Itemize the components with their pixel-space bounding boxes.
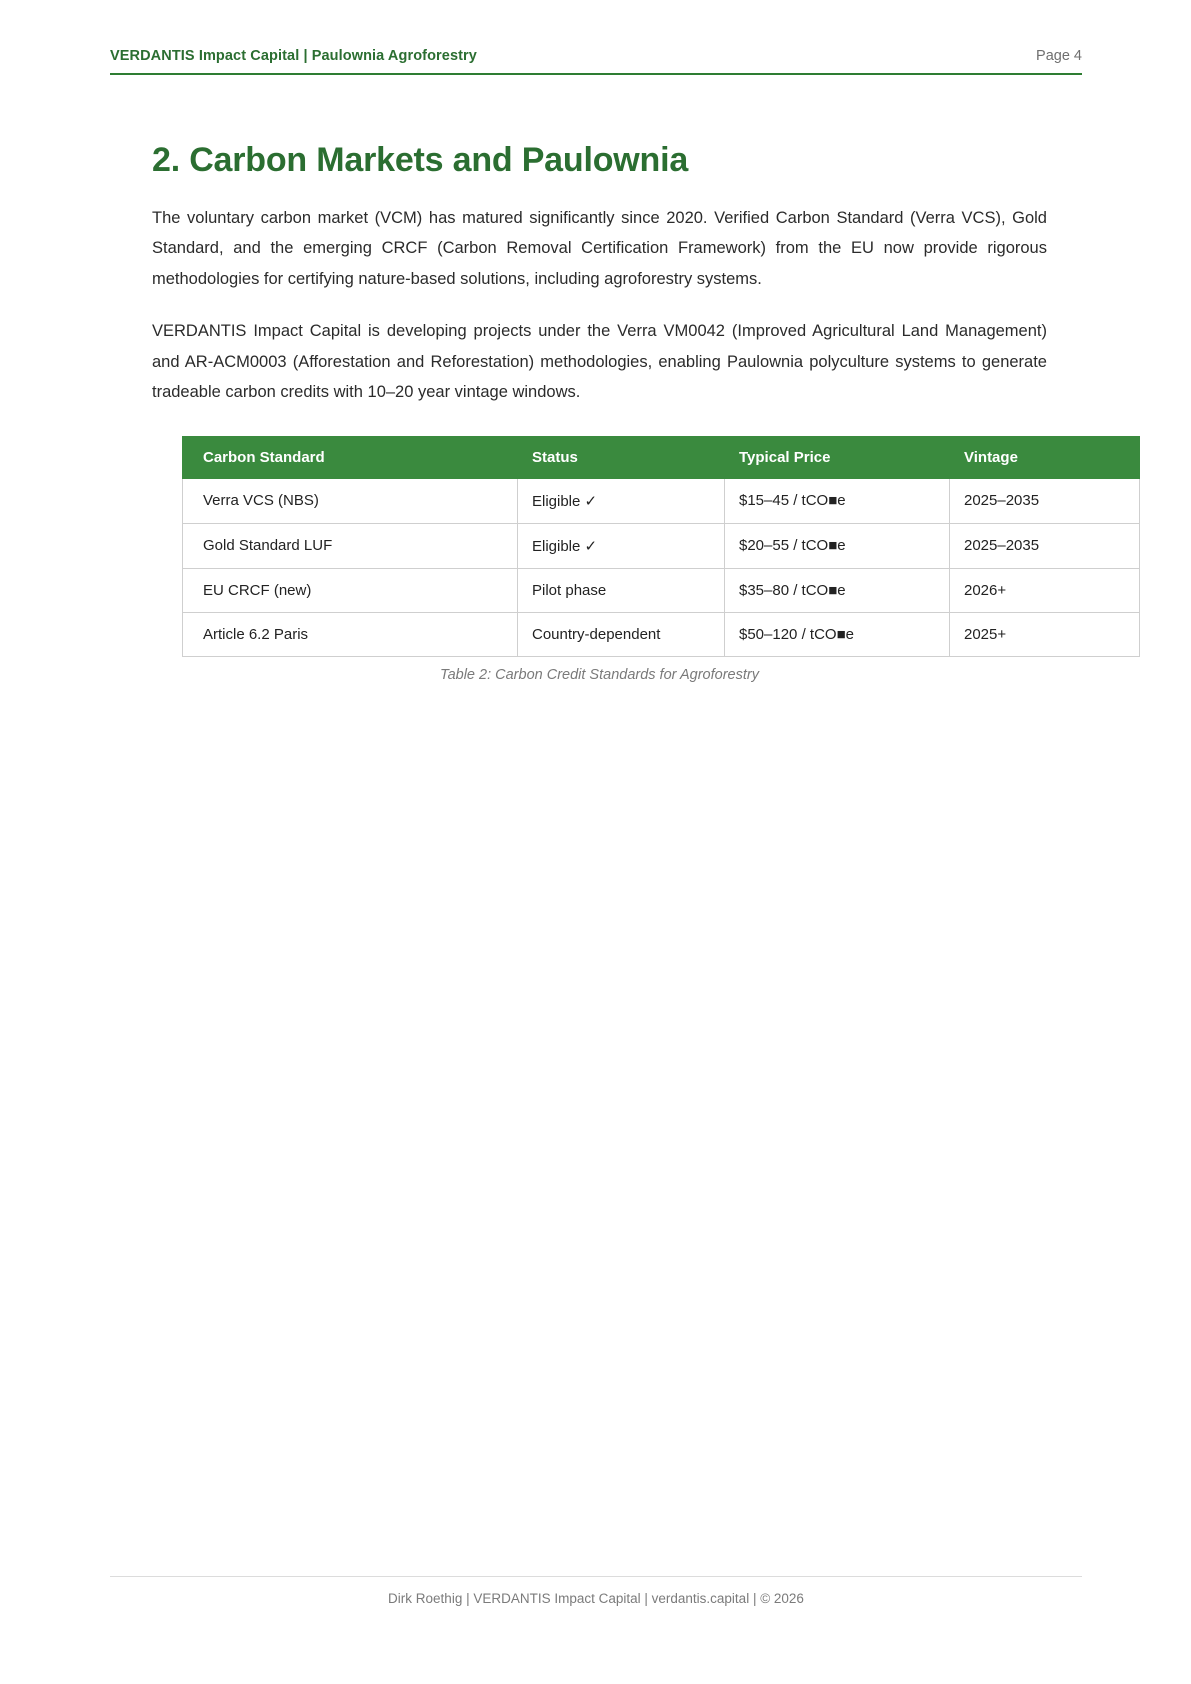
cell-carbon-standard: Article 6.2 Paris [183,612,518,656]
table-row [183,568,1140,612]
cell-typical-price: $20–55 / tCO■e [725,523,950,568]
cell-vintage: 2025–2035 [950,523,1140,568]
page-footer [110,1576,1082,1606]
footer-text: Dirk Roethig | VERDANTIS Impact Capital | verdantis.capital | © 2026 [388,1591,804,1606]
cell-status: Eligible ✓ [518,523,725,568]
cell-carbon-standard: EU CRCF (new) [183,568,518,612]
body-paragraph: The voluntary carbon market (VCM) has matured significantly since 2020. Verified Carbon Standard (Verra VCS), Gold Standard, and the emerging CRCF (Carbon Removal Certification Framework) from the EU now provide rigorous methodologies for certifying nature-based solutions, including agroforestry systems. [152,208,1047,288]
page-content [152,140,1047,683]
table-header-row [183,436,1140,478]
column-header-carbon-standard: Carbon Standard [183,436,518,478]
cell-carbon-standard: Verra VCS (NBS) [183,478,518,523]
header-title: VERDANTIS Impact Capital | Paulownia Agroforestry [110,48,477,64]
cell-vintage: 2025+ [950,612,1140,656]
cell-typical-price: $35–80 / tCO■e [725,568,950,612]
carbon-standards-table-wrapper [182,436,1040,683]
table-row [183,612,1140,656]
body-paragraph: VERDANTIS Impact Capital is developing projects under the Verra VM0042 (Improved Agricultural Land Management) and AR-ACM0003 (Afforestation and Reforestation) methodologies, enabling Paulownia polyculture systems to generate tradeable carbon credits with 10–20 year vintage windows. [152,322,1047,402]
cell-typical-price: $15–45 / tCO■e [725,478,950,523]
column-header-status: Status [518,436,725,478]
column-header-typical-price: Typical Price [725,436,950,478]
cell-status: Country-dependent [518,612,725,656]
header-page-number: Page 4 [1036,48,1082,64]
carbon-standards-table [182,436,1140,657]
cell-vintage: 2025–2035 [950,478,1140,523]
cell-status: Pilot phase [518,568,725,612]
table-caption: Table 2: Carbon Credit Standards for Agroforestry [440,666,759,683]
cell-typical-price: $50–120 / tCO■e [725,612,950,656]
cell-carbon-standard: Gold Standard LUF [183,523,518,568]
cell-vintage: 2026+ [950,568,1140,612]
column-header-vintage: Vintage [950,436,1140,478]
section-heading: 2. Carbon Markets and Paulownia [152,141,689,179]
cell-status: Eligible ✓ [518,478,725,523]
table-row [183,478,1140,523]
table-row [183,523,1140,568]
page-header [110,48,1082,75]
